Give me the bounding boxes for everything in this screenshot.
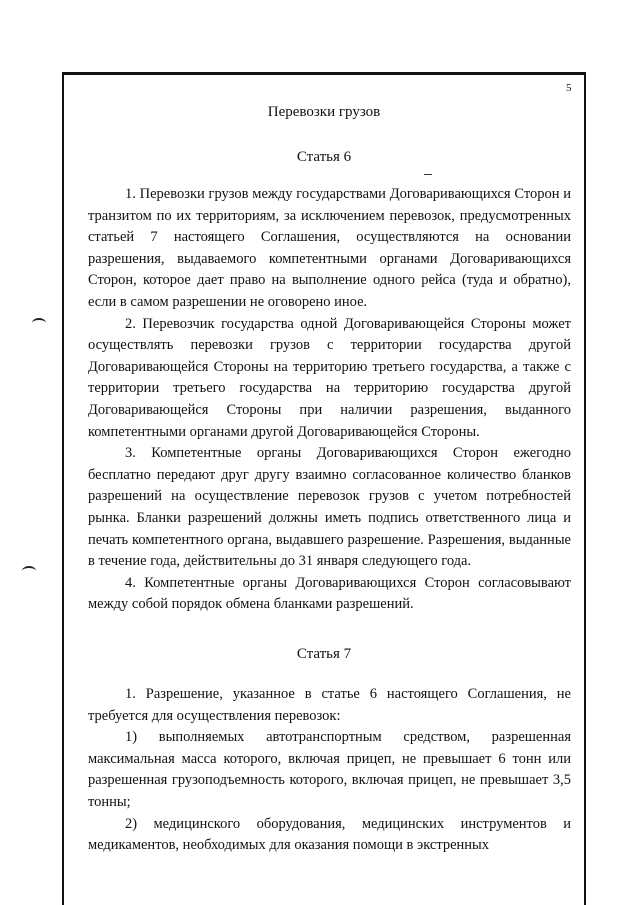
page-frame-top [62, 72, 586, 75]
article-6-title: Статья 6 [296, 149, 352, 165]
page-frame-left [62, 72, 64, 905]
margin-mark [22, 566, 36, 576]
section-title: Перевозки грузов [267, 104, 381, 120]
page-number: 5 [566, 82, 572, 94]
article-6-paragraph-1: 1. Перевозки грузов между государствами Договаривающихся Сторон и транзитом по их территориям, за исключением перевозок, предусмотренных статьей 7 настоящего Соглашения, осуществляются на основании разрешения, выдаваемого компетентными органами Договаривающихся Сторон, которое дает право на выполнение одного рейса (туда и обратно), если в самом разрешении не оговорено иное. [88, 186, 571, 310]
article-6-body [88, 184, 571, 616]
margin-mark [32, 318, 46, 328]
article-7-paragraph-3: 2) медицинского оборудования, медицинских инструментов и медикаментов, необходимых для оказания помощи в экстренных [88, 815, 571, 854]
scan-mark [424, 174, 432, 175]
article-7-paragraph-2: 1) выполняемых автотранспортным средством, разрешенная максимальная масса которого, включая прицеп, не превышает 6 тонн или разрешенная грузоподъемность которого, включая прицеп, не превышает 3,5 тонны; [88, 729, 571, 810]
page-frame-right [584, 72, 586, 905]
article-7-title: Статья 7 [296, 646, 352, 662]
article-7-paragraph-1: 1. Разрешение, указанное в статье 6 настоящего Соглашения, не требуется для осуществления перевозок: [88, 686, 571, 724]
article-6-paragraph-2: 2. Перевозчик государства одной Договаривающейся Стороны может осуществлять перевозки грузов с территории государства другой Договаривающейся Стороны на территорию третьего государства, а также с территории третьего государства на территорию государства другой Договаривающейся Стороны при наличии разрешения, выданного компетентными органами другой Договаривающейся Стороны. [88, 315, 571, 440]
article-6-paragraph-4: 4. Компетентные органы Договаривающихся Сторон согласовывают между собой порядок обмена бланками разрешений. [88, 574, 571, 613]
article-7-body [88, 684, 571, 857]
article-6-paragraph-3: 3. Компетентные органы Договаривающихся Сторон ежегодно бесплатно передают друг другу взаимно согласованное количество бланков разрешений на осуществление перевозок грузов с учетом потребностей рынка. Бланки разрешений должны иметь подпись ответственного лица и печать компетентного органа, выдавшего разрешение. Разрешения, выданные в течение года, действительны до 31 января следующего года. [88, 445, 571, 570]
